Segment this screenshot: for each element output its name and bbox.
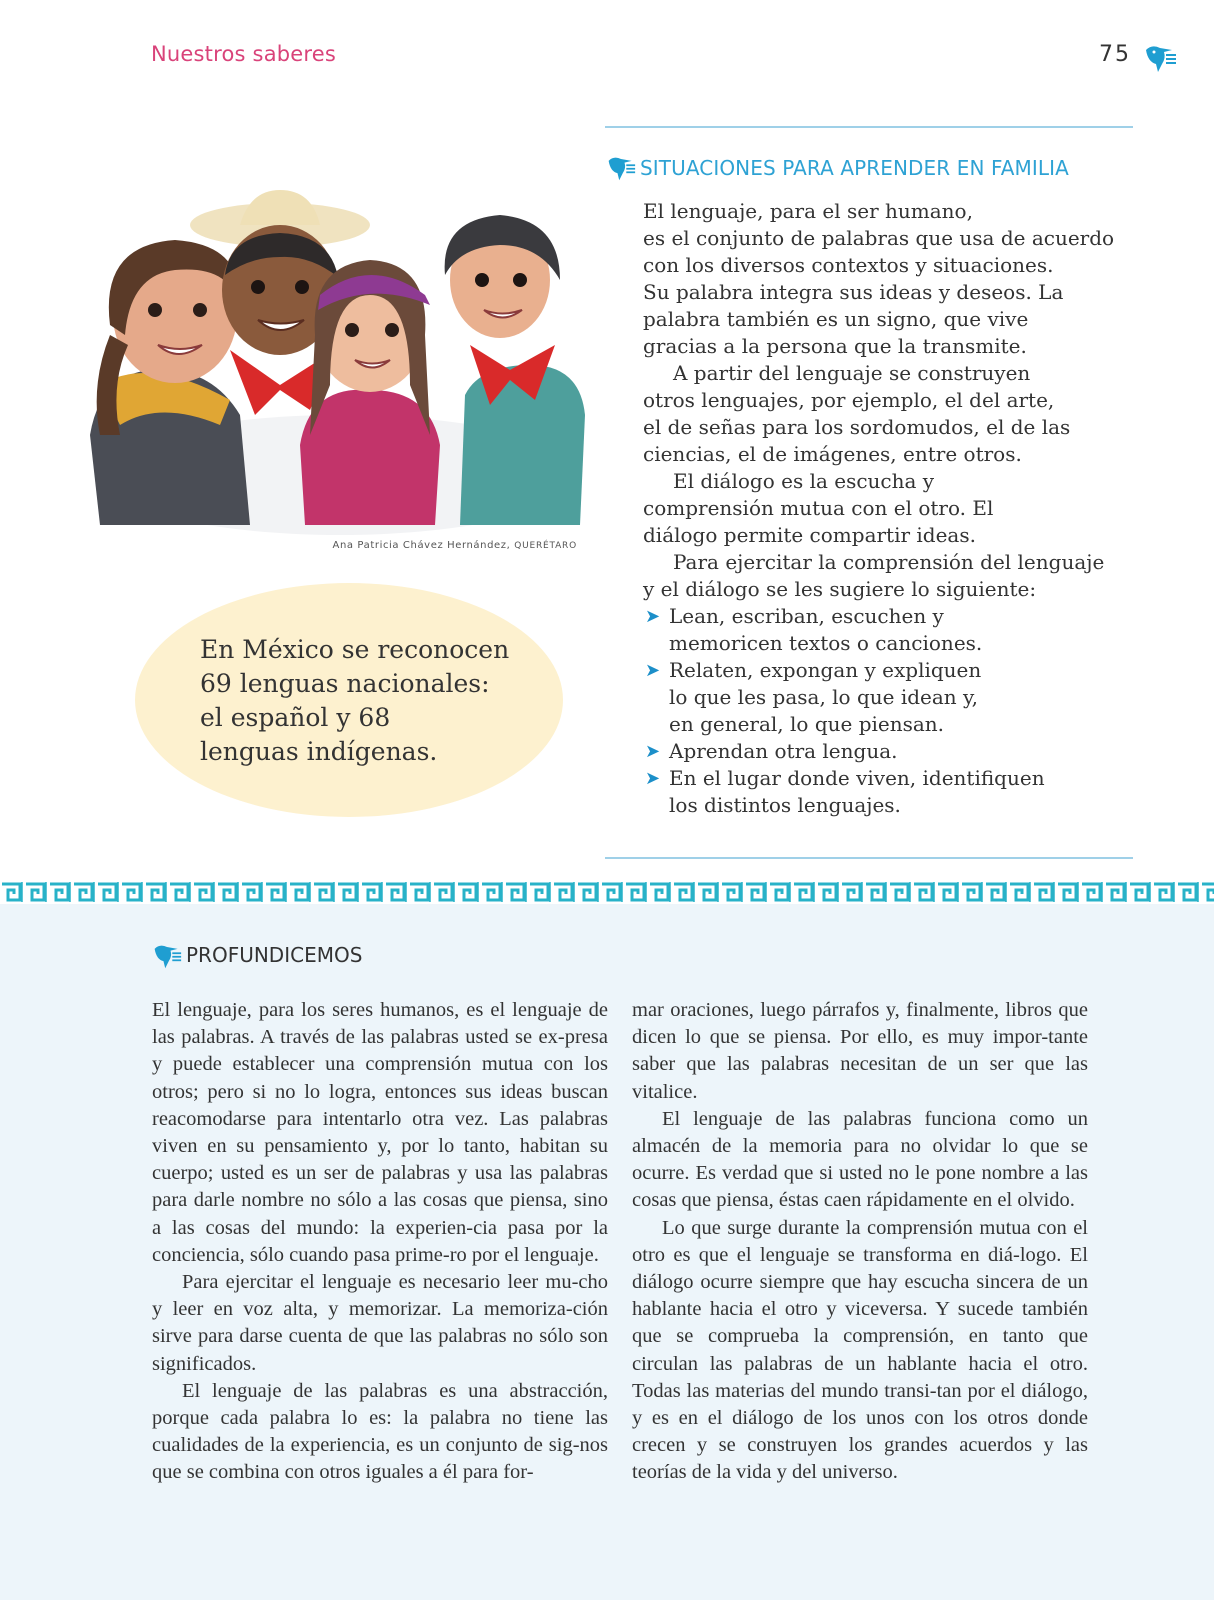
hummingbird-icon — [150, 940, 184, 970]
deepen-section-title: PROFUNDICEMOS — [186, 943, 363, 967]
text-line: ciencias, el de imágenes, entre otros. — [643, 442, 1022, 466]
text-line: con los diversos contextos y situaciones. — [643, 253, 1054, 277]
children-illustration — [80, 185, 595, 535]
text-line: gracias a la persona que la transmite. — [643, 334, 1027, 358]
paragraph — [643, 468, 1163, 549]
list-item — [643, 738, 1163, 765]
arrow-bullet-icon: ➤ — [645, 768, 661, 789]
illustration-credit — [200, 540, 577, 551]
text-line: En el lugar donde viven, identifiquen — [669, 766, 1045, 790]
credit-place: QUERÉTARO — [514, 541, 577, 551]
running-header: Nuestros saberes — [151, 42, 337, 66]
list-item — [643, 657, 1163, 738]
callout-text — [200, 633, 540, 769]
arrow-bullet-icon: ➤ — [645, 606, 661, 627]
family-section-body — [643, 198, 1163, 819]
callout-line: el español y 68 — [200, 703, 391, 732]
page-number: 75 — [1099, 42, 1131, 67]
callout-line: 69 lenguas nacionales: — [200, 669, 490, 698]
hummingbird-icon — [1142, 40, 1178, 74]
text-line: Relaten, expongan y expliquen — [669, 658, 982, 682]
paragraph: Para ejercitar el lenguaje es necesario leer mu-cho y leer en voz alta, y memorizar. La memoriza-ción sirve para darse cuenta de que las palabras no sólo son significados. — [152, 1271, 608, 1375]
text-line: Aprendan otra lengua. — [669, 739, 898, 763]
text-line: Lean, escriban, escuchen y — [669, 604, 944, 628]
text-line: y el diálogo se les sugiere lo siguiente: — [643, 577, 1037, 601]
list-item — [643, 603, 1163, 657]
text-line: comprensión mutua con el otro. El — [643, 496, 994, 520]
callout-line: lenguas indígenas. — [200, 737, 438, 766]
callout-line: En México se reconocen — [200, 635, 510, 664]
text-line: los distintos lenguajes. — [669, 793, 901, 817]
arrow-bullet-icon: ➤ — [645, 660, 661, 681]
greek-key-border — [0, 880, 1214, 904]
paragraph: mar oraciones, luego párrafos y, finalmente, libros que dicen lo que se piensa. Por ello, es muy impor-tante saber que las palabras necesitan de un ser que las vitalice. — [632, 999, 1088, 1103]
text-line: Para ejercitar la comprensión del lenguaje — [673, 550, 1105, 574]
credit-name: Ana Patricia Chávez Hernández, — [332, 540, 511, 551]
text-line: el de señas para los sordomudos, el de las — [643, 415, 1071, 439]
text-line: El lenguaje, para el ser humano, — [643, 199, 973, 223]
hummingbird-icon — [604, 152, 638, 182]
text-line: A partir del lenguaje se construyen — [673, 361, 1031, 385]
text-line: El diálogo es la escucha y — [673, 469, 935, 493]
top-divider — [605, 126, 1133, 128]
text-line: palabra también es un signo, que vive — [643, 307, 1029, 331]
text-line: lo que les pasa, lo que idean y, — [669, 685, 979, 709]
family-section-title: SITUACIONES PARA APRENDER EN FAMILIA — [640, 156, 1069, 180]
paragraph: El lenguaje de las palabras es una abstracción, porque cada palabra lo es: la palabra no tiene las cualidades de la experiencia, es un conjunto de sig-nos que se combina con otros iguales a él para for- — [152, 1379, 608, 1484]
paragraph: El lenguaje de las palabras funciona como un almacén de la memoria para no olvidar lo que se ocurre. Es verdad que si usted no le pone nombre a las cosas que piensa, éstas caen rápidamente en el olvido. — [632, 1107, 1088, 1212]
arrow-bullet-icon: ➤ — [645, 741, 661, 762]
text-line: otros lenguajes, por ejemplo, el del arte, — [643, 388, 1055, 412]
text-line: en general, lo que piensan. — [669, 712, 945, 736]
right-column — [632, 997, 1088, 1487]
paragraph — [643, 198, 1163, 360]
text-line: Su palabra integra sus ideas y deseos. La — [643, 280, 1064, 304]
text-line: es el conjunto de palabras que usa de acuerdo — [643, 226, 1115, 250]
paragraph — [643, 549, 1163, 603]
left-column — [152, 997, 608, 1487]
list-item — [643, 765, 1163, 819]
suggestion-list — [643, 603, 1163, 819]
text-line: diálogo permite compartir ideas. — [643, 523, 976, 547]
paragraph: Lo que surge durante la comprensión mutua con el otro es que el lenguaje se transforma en diá-logo. El diálogo ocurre siempre que hay escucha sincera de un hablante hacia el otro y viceversa. Y sucede también que se comprueba la comprensión, en tanto que circulan las palabras de un hablante hacia el otro. Todas las materias del mundo transi-tan por el diálogo, y es en el diálogo de los unos con los otros donde crecen y se construyen los grandes acuerdos y las teorías de la vida y del universo. — [632, 1216, 1088, 1484]
text-line: memoricen textos o canciones. — [669, 631, 983, 655]
bottom-divider — [605, 857, 1133, 859]
paragraph: El lenguaje, para los seres humanos, es el lenguaje de las palabras. A través de las palabras usted se ex-presa y puede establecer una comprensión mutua con los otros; pero si no lo logra, entonces sus ideas buscan reacomodarse para intentarlo otra vez. Las palabras viven en su pensamiento y, por lo tanto, habitan su cuerpo; usted es un ser de palabras y usa las palabras para darle nombre no sólo a las cosas que piensa, sino a las cosas del mundo: la experien-cia pasa por la conciencia, sólo cuando pasa prime-ro por el lenguaje. — [152, 999, 608, 1266]
paragraph — [643, 360, 1163, 468]
